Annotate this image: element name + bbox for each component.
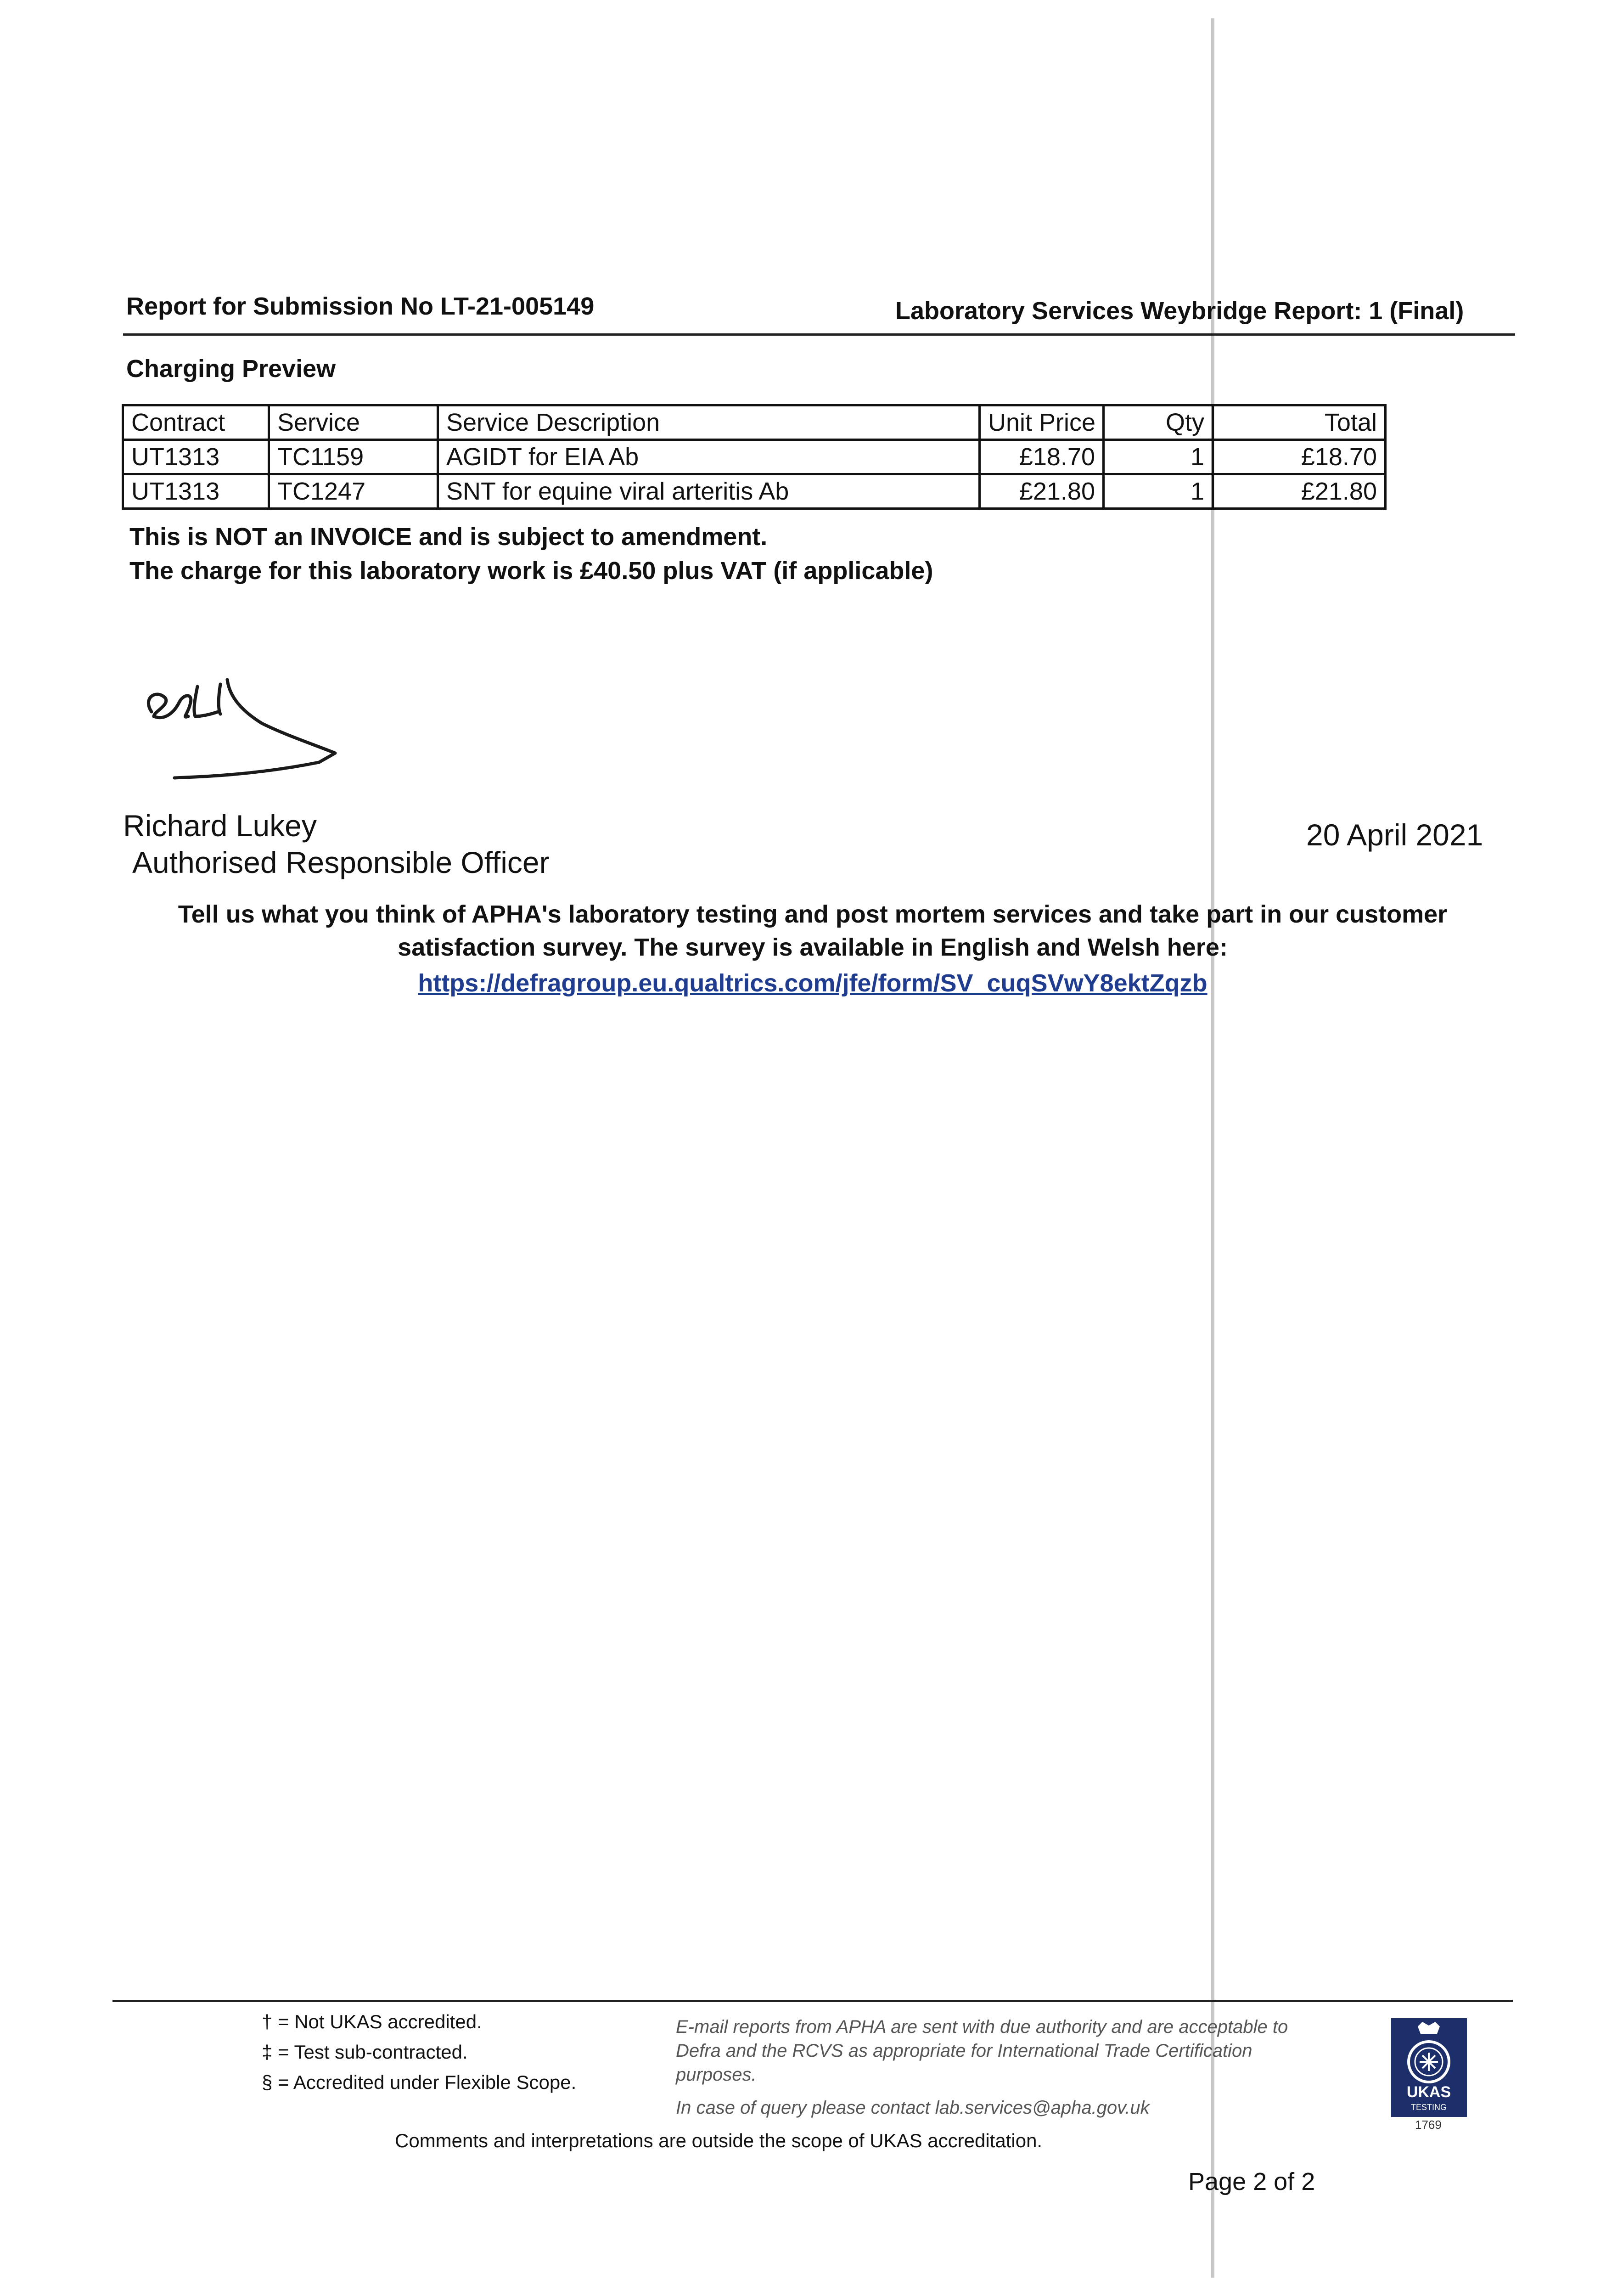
query-contact-note: In case of query please contact lab.services@apha.gov.uk (676, 2098, 1150, 2118)
col-qty: Qty (1104, 405, 1213, 440)
page-number: Page 2 of 2 (1188, 2168, 1315, 2195)
signature-image (138, 666, 358, 804)
survey-invitation (138, 898, 1488, 964)
col-total: Total (1213, 405, 1386, 440)
cell-total: £21.80 (1213, 474, 1386, 509)
table-row (123, 440, 1386, 474)
table-row (123, 474, 1386, 509)
email-authority-note: E-mail reports from APHA are sent with due authority and are acceptable to Defra and the RCVS as appropriate for International Trade Certification purposes. (676, 2017, 1288, 2085)
header-divider (123, 333, 1515, 336)
charges-table (122, 404, 1387, 510)
cell-qty: 1 (1104, 440, 1213, 474)
cell-contract: UT1313 (123, 474, 269, 509)
ukas-logo (1391, 2018, 1467, 2128)
table-header-row (123, 405, 1386, 440)
cell-description: AGIDT for EIA Ab (438, 440, 980, 474)
report-label: Laboratory Services Weybridge Report: 1 (Final) (895, 297, 1464, 325)
ukas-label: UKAS (1406, 2083, 1451, 2101)
col-service: Service (269, 405, 438, 440)
cell-qty: 1 (1104, 474, 1213, 509)
legend-not-accredited: † = Not UKAS accredited. (262, 2011, 482, 2032)
survey-text-line-1: Tell us what you think of APHA's laboratory testing and post mortem services and take part in our customer (178, 900, 1448, 928)
cell-unit-price: £18.70 (980, 440, 1104, 474)
footer-legend (262, 2007, 576, 2098)
footer-divider (112, 2000, 1513, 2002)
survey-link[interactable]: https://defragroup.eu.qualtrics.com/jfe/form/SV_cuqSVwY8ektZqzb (418, 969, 1207, 997)
ukas-accreditation-number: 1769 (1415, 2118, 1442, 2132)
cell-service: TC1159 (269, 440, 438, 474)
ukas-scope-note: Comments and interpretations are outside the scope of UKAS accreditation. (395, 2130, 1043, 2151)
charge-total-notice: The charge for this laboratory work is £40.50 plus VAT (if applicable) (129, 557, 933, 585)
legend-subcontracted: ‡ = Test sub-contracted. (262, 2041, 468, 2063)
cell-unit-price: £21.80 (980, 474, 1104, 509)
submission-number: Report for Submission No LT-21-005149 (126, 293, 595, 320)
cell-service: TC1247 (269, 474, 438, 509)
officer-title: Authorised Responsible Officer (132, 845, 550, 879)
cell-total: £18.70 (1213, 440, 1386, 474)
report-date: 20 April 2021 (1306, 818, 1483, 852)
officer-name: Richard Lukey (123, 809, 317, 843)
not-invoice-notice: This is NOT an INVOICE and is subject to amendment. (129, 523, 768, 551)
col-unit-price: Unit Price (980, 405, 1104, 440)
col-description: Service Description (438, 405, 980, 440)
scan-line-artifact (1211, 18, 1214, 2278)
cell-description: SNT for equine viral arteritis Ab (438, 474, 980, 509)
charging-preview-title: Charging Preview (126, 355, 336, 383)
ukas-sub-label: TESTING (1410, 2103, 1447, 2112)
survey-text-line-2: satisfaction survey. The survey is available in English and Welsh here: (398, 934, 1228, 961)
legend-flexible-scope: § = Accredited under Flexible Scope. (262, 2071, 577, 2093)
cell-contract: UT1313 (123, 440, 269, 474)
col-contract: Contract (123, 405, 269, 440)
